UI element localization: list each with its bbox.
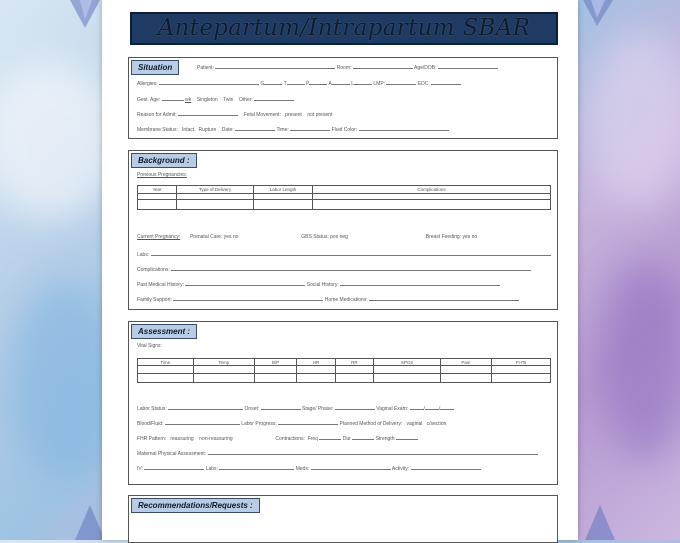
edc-field[interactable]	[431, 80, 461, 85]
gest-age-field[interactable]	[162, 96, 184, 101]
labor-progress-field[interactable]	[278, 420, 338, 425]
recommendations-field[interactable]	[133, 514, 553, 542]
maternal-physical-field[interactable]	[208, 450, 538, 455]
activity-field[interactable]	[411, 465, 481, 470]
complications-field[interactable]	[171, 266, 531, 271]
rupture-option[interactable]: Rupture	[198, 127, 217, 133]
g-field[interactable]	[264, 80, 282, 85]
date-field[interactable]	[235, 126, 275, 131]
situation-section: Situation Patient: Room: Age/DOB: Allergies: G T P A L LMP: EDC: Gest. Age: wk Singleton Twin Other: Reason for Admit: Fetal Movement: present not present Membrane Status: Intact Rupture Date: Time: Fluid Color:	[128, 57, 558, 139]
reason-field[interactable]	[178, 111, 238, 116]
family-support-field[interactable]	[173, 296, 323, 301]
lmp-field[interactable]	[386, 80, 416, 85]
blood-fluid-field[interactable]	[165, 420, 240, 425]
social-history-field[interactable]	[340, 281, 500, 286]
assessment-heading: Assessment :	[131, 324, 197, 339]
p-field[interactable]	[309, 80, 327, 85]
form-title: Antepartum/Intrapartum SBAR	[130, 12, 558, 45]
intact-option[interactable]: Intact	[182, 127, 195, 133]
time-field[interactable]	[290, 126, 330, 131]
a-field[interactable]	[332, 80, 350, 85]
fluid-color-field[interactable]	[359, 126, 449, 131]
onset-field[interactable]	[261, 405, 301, 410]
room-field[interactable]	[353, 64, 413, 69]
fetal-not-present-option[interactable]: not present	[307, 112, 333, 118]
singleton-option[interactable]: Singleton	[196, 97, 218, 103]
l-field[interactable]	[354, 80, 372, 85]
previous-pregnancies-table: Year Type of Delivery Labor Length Complications	[137, 185, 551, 210]
assessment-section: Assessment : Vital Signs: Time Temp B/P HR RR SPO2 Pain FHTs Labor Status: Onset: Stage/ Phase: Vaginal Exam: / / Blood/Fluid: Labor Progress: Planned Method of Delivery: vaginal c/section FHR Pattern: reassuring non-reassuring Contractions: Freq Dur Strength Maternal Physical Assessment: IV: Labs: Meds: Activity:	[128, 321, 558, 485]
t-field[interactable]	[287, 80, 305, 85]
background-section: Background : Previous Pregnancies: Year Type of Delivery Labor Length Complications Current Pregnancy: Prenatal Care: yes no GBS Status: pos neg Breast Feeding: yes no Labs: Complications: Past Medical History: Social History: Family Support: Home Medications:	[128, 150, 558, 310]
other-field[interactable]	[254, 96, 294, 101]
crystal-leaf-icon	[575, 0, 625, 30]
assessment-labs-field[interactable]	[219, 465, 294, 470]
iv-field[interactable]	[144, 465, 204, 470]
fetal-present-option[interactable]: present	[285, 112, 302, 118]
crystal-leaf-icon	[580, 505, 620, 540]
vital-signs-label: Vital Signs:	[137, 343, 162, 349]
recommendations-heading: Recommendations/Requests :	[131, 498, 260, 513]
background-heading: Background :	[131, 153, 197, 168]
patient-field[interactable]	[215, 64, 335, 69]
labs-field[interactable]	[151, 251, 551, 256]
meds-field[interactable]	[311, 465, 391, 470]
stage-phase-field[interactable]	[335, 405, 375, 410]
twin-option[interactable]: Twin	[223, 97, 234, 103]
situation-heading: Situation	[131, 60, 179, 75]
allergies-field[interactable]	[159, 80, 259, 85]
past-medical-history-field[interactable]	[185, 281, 305, 286]
age-dob-field[interactable]	[438, 64, 498, 69]
labor-status-field[interactable]	[168, 405, 243, 410]
recommendations-section	[128, 495, 558, 543]
vital-signs-table: Time Temp B/P HR RR SPO2 Pain FHTs	[137, 358, 551, 383]
previous-pregnancies-label: Previous Pregnancies:	[137, 172, 188, 178]
home-medications-field[interactable]	[369, 296, 519, 301]
